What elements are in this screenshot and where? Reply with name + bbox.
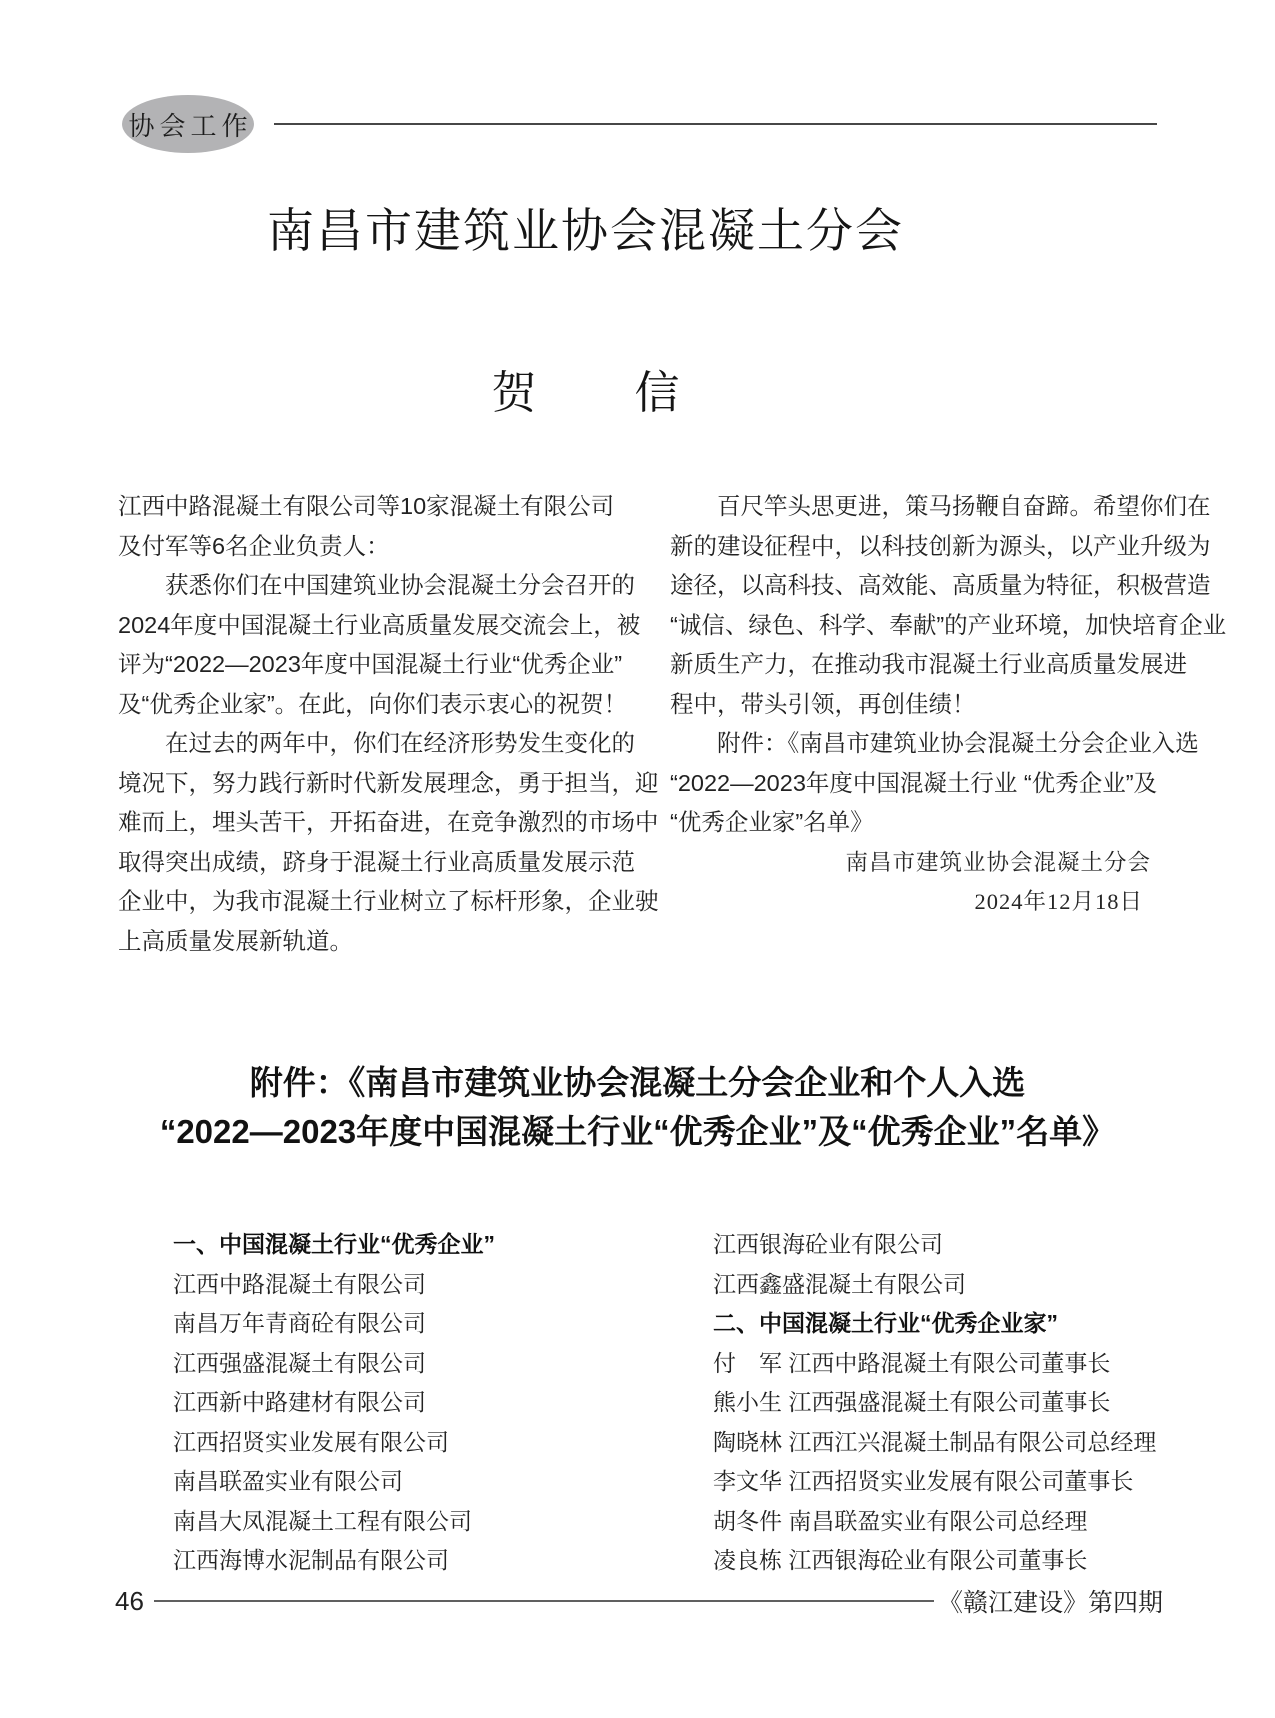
letter-line: 程中，带头引领，再创佳绩！ [670,690,976,717]
page-header [122,95,1157,153]
letter-right-column [670,487,1227,961]
letter-line: 2024年度中国混凝土行业高质量发展交流会上，被 [118,611,641,638]
list-item: 二、中国混凝土行业“优秀企业家” [713,1310,1058,1336]
list-item: 江西银海砼业有限公司 [713,1231,943,1257]
letter-line: “2022—2023年度中国混凝土行业 “优秀企业”及 [670,769,1158,796]
letter-line: 在过去的两年中，你们在经济形势发生变化的 [118,730,635,756]
attachment-heading-line2: “2022—2023年度中国混凝土行业“优秀企业”及“优秀企业”名单》 [159,1113,1116,1150]
letter-line: 新质生产力，在推动我市混凝土行业高质量发展进 [670,651,1187,677]
letter-line: 取得突出成绩，跻身于混凝土行业高质量发展示范 [118,848,635,875]
letter-date: 2024年12月18日 [974,889,1143,914]
letter-body [118,487,1227,961]
letter-line: 新的建设征程中，以科技创新为源头，以产业升级为 [670,532,1211,559]
letter-line: 途径，以高科技、高效能、高质量为特征，积极营造 [670,572,1211,598]
footer-rule [154,1600,934,1602]
list-item: 胡冬件 南昌联盈实业有限公司总经理 [713,1507,1088,1534]
letter-line: “诚信、绿色、科学、奉献”的产业环境，加快培育企业 [670,611,1227,638]
list-item: 凌良栋 江西银海砼业有限公司董事长 [713,1547,1088,1573]
list-item: 南昌联盈实业有限公司 [173,1468,403,1494]
attachment-heading [0,1058,1275,1156]
list-item: 南昌大凤混凝土工程有限公司 [173,1507,472,1534]
list-item: 江西鑫盛混凝土有限公司 [713,1270,966,1297]
letter-line: 百尺竿头思更进，策马扬鞭自奋蹄。希望你们在 [670,493,1211,519]
letter-line: 及付军等6名企业负责人： [118,532,390,559]
letter-line: 获悉你们在中国建筑业协会混凝土分会召开的 [118,572,635,598]
list-item: 江西中路混凝土有限公司 [173,1270,426,1297]
list-item: 付 军 江西中路混凝土有限公司董事长 [713,1349,1111,1376]
page-title: 南昌市建筑业协会混凝土分会 [267,204,904,257]
list-item: 李文华 江西招贤实业发展有限公司董事长 [713,1468,1134,1494]
journal-title: 《赣江建设》第四期 [937,1589,1163,1617]
list-item: 江西新中路建材有限公司 [173,1389,426,1415]
letter-signature: 南昌市建筑业协会混凝土分会 [845,849,1151,875]
section-tag-label: 协会工作 [128,111,253,141]
letter-line: 评为“2022—2023年度中国混凝土行业“优秀企业” [118,651,623,677]
letter-line: 江西中路混凝土有限公司等10家混凝土有限公司 [118,493,615,519]
page-number: 46 [115,1585,144,1616]
attachment-heading-line1: 附件：《南昌市建筑业协会混凝土分会企业和个人入选 [249,1064,1026,1101]
letter-line: 境况下，努力践行新时代新发展理念，勇于担当，迎 [118,769,659,796]
list-item: 一、中国混凝土行业“优秀企业” [173,1231,495,1257]
letter-line: 及“优秀企业家”。在此，向你们表示衷心的祝贺！ [118,690,628,717]
list-item: 江西强盛混凝土有限公司 [173,1349,426,1376]
page-footer [115,1584,1163,1618]
list-item: 南昌万年青商砼有限公司 [173,1310,426,1336]
list-item: 熊小生 江西强盛混凝土有限公司董事长 [713,1389,1111,1415]
list-column-entrepreneurs [713,1225,1157,1581]
header-rule [274,123,1157,125]
list-column-enterprises [173,1225,713,1581]
list-item: 江西海博水泥制品有限公司 [173,1547,449,1573]
letter-title-char2: 信 [634,367,680,418]
section-tag-badge [122,95,254,153]
letter-line: 企业中，为我市混凝土行业树立了标杆形象，企业驶 [118,888,659,914]
letter-left-column [118,487,659,961]
letter-title [66,356,1105,421]
letter-title-char1: 贺 [491,367,537,418]
letter-line: 上高质量发展新轨道。 [118,927,353,954]
letter-line: 难而上，埋头苦干，开拓奋进，在竞争激烈的市场中 [118,809,659,835]
attachment-lists [173,1225,1157,1581]
list-item: 陶晓林 江西江兴混凝土制品有限公司总经理 [713,1428,1157,1455]
letter-line: 附件：《南昌市建筑业协会混凝土分会企业入选 [670,730,1199,756]
list-item: 江西招贤实业发展有限公司 [173,1428,449,1455]
letter-line: “优秀企业家”名单》 [670,809,874,835]
letter-right-lines [670,487,1227,843]
